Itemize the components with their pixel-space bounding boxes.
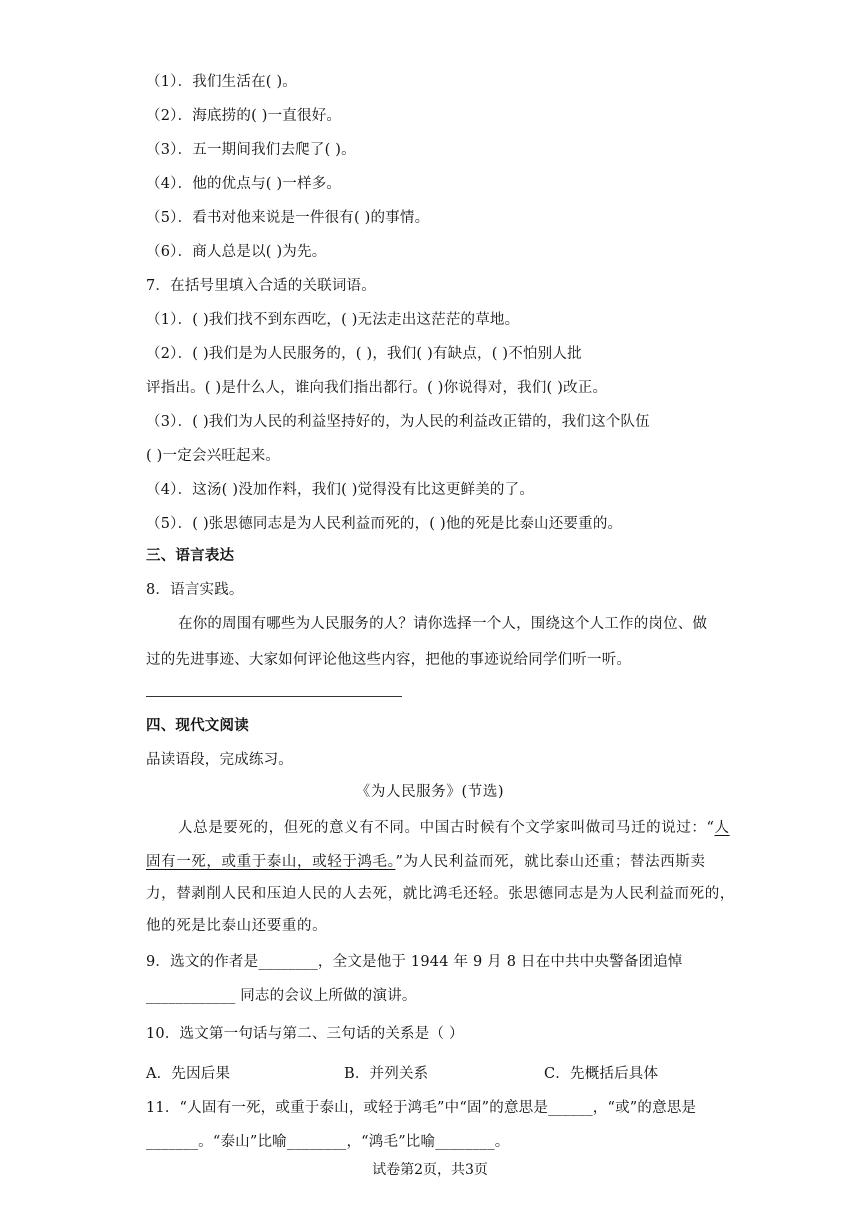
q10-stem: 10．选文第一句话与第二、三句话的关系是（ ）: [146, 1026, 464, 1042]
section4-intro: 品读语段，完成练习。: [146, 752, 293, 768]
q8-prompt-line2: 过的先进事迹、大家如何评论他这些内容，把他的事迹说给同学们听一听。: [146, 652, 632, 668]
q10-option-b: B．并列关系: [344, 1066, 429, 1082]
q8-prompt-line1: 在你的周围有哪些为人民服务的人？请你选择一个人，围绕这个人工作的岗位、做: [178, 616, 708, 632]
q7-item-3-line1: （3）．( )我们为人民的利益坚持好的，为人民的利益改正错的，我们这个队伍: [146, 414, 650, 430]
q7-item-2-line1: （2）．( )我们是为人民服务的，( )，我们( )有缺点，( )不怕别人批: [146, 346, 582, 362]
fill-item-2: （2）．海底捞的( )一直很好。: [146, 108, 342, 124]
fill-item-1: （1）．我们生活在( )。: [146, 74, 297, 90]
q9-line1: 9．选文的作者是________，全文是他于 1944 年 9 月 8 日在中共中央警备团追悼: [146, 954, 683, 970]
answer-line: [146, 696, 402, 697]
q7-stem: 7．在括号里填入合适的关联词语。: [146, 278, 376, 294]
q11-line1: 11．“人固有一死，或重于泰山，或轻于鸿毛”中“固”的意思是______，“或”的意思是: [146, 1100, 697, 1116]
excerpt-line-4: 他的死是比泰山还要重的。: [146, 918, 328, 934]
excerpt-line-2: [146, 852, 705, 872]
excerpt-quote: 固有一死，或重于泰山，或轻于鸿毛。: [146, 854, 396, 870]
excerpt-line-3: 力，替剥削人民和压迫人民的人去死，就比鸿毛还轻。张思德同志是为人民利益而死的，: [146, 886, 735, 902]
q7-item-2-line2: 评指出。( )是什么人，谁向我们指出都行。( )你说得对，我们( )改正。: [146, 380, 608, 396]
q9-line2: ____________ 同志的会议上所做的演讲。: [146, 988, 417, 1004]
section4-heading: 四、现代文阅读: [146, 717, 249, 734]
page-footer: 试卷第2页，共3页: [372, 1162, 488, 1178]
section3-heading: 三、语言表达: [146, 547, 235, 564]
q8-stem: 8．语言实践。: [146, 582, 244, 598]
q10-option-c: C．先概括后具体: [544, 1066, 659, 1082]
q7-item-3-line2: ( )一定会兴旺起来。: [146, 448, 281, 464]
fill-item-6: （6）．商人总是以( )为先。: [146, 244, 327, 260]
q7-item-5: （5）．( )张思德同志是为人民利益而死的，( )他的死是比泰山还要重的。: [146, 516, 623, 532]
q10-option-a: A．先因后果: [146, 1066, 231, 1082]
excerpt-quote-start: 人: [714, 820, 730, 836]
fill-item-4: （4）．他的优点与( )一样多。: [146, 176, 342, 192]
q11-line2: _______。“泰山”比喻________，“鸿毛”比喻________。: [146, 1134, 510, 1150]
excerpt-title: 《为人民服务》(节选): [355, 784, 505, 800]
q7-item-1: （1）．( )我们找不到东西吃，( )无法走出这茫茫的草地。: [146, 312, 520, 328]
fill-item-3: （3）．五一期间我们去爬了( )。: [146, 142, 356, 158]
q7-item-4: （4）．这汤( )没加作料，我们( )觉得没有比这更鲜美的了。: [146, 482, 535, 498]
excerpt-line-1: [178, 818, 730, 838]
excerpt-text: 人总是要死的，但死的意义有不同。中国古时候有个文学家叫做司马迁的说过：“: [178, 820, 715, 836]
fill-item-5: （5）．看书对他来说是一件很有( )的事情。: [146, 210, 430, 226]
excerpt-text: ”为人民利益而死，就比泰山还重；替法西斯卖: [395, 854, 706, 870]
